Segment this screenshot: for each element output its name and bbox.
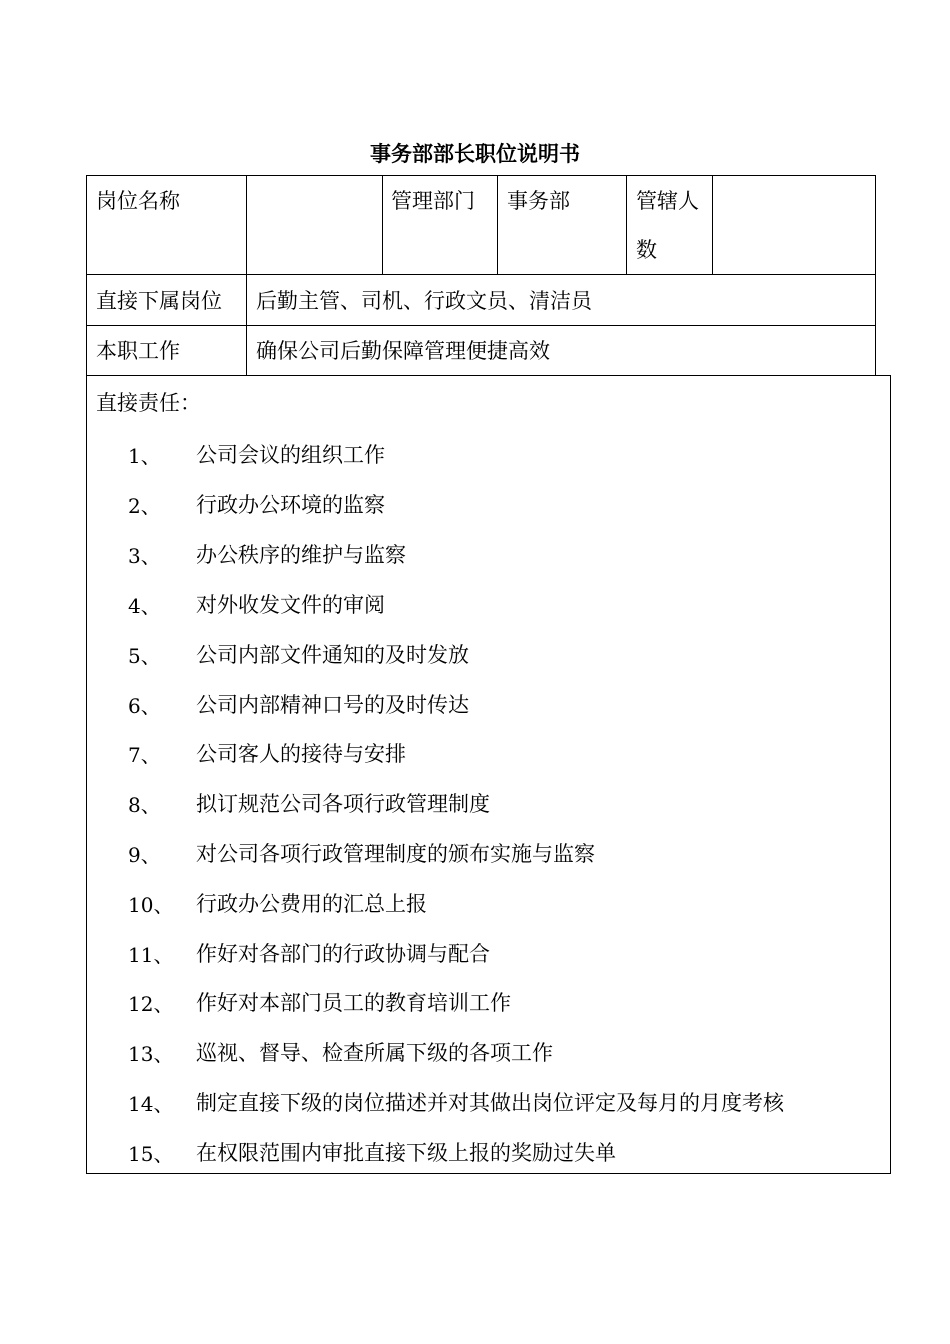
list-item-number: 14、 (128, 1092, 174, 1116)
list-item-text: 公司客人的接待与安排 (196, 742, 406, 766)
list-item-number: 12、 (128, 992, 174, 1016)
table-col-divider (382, 175, 383, 275)
list-item-number: 5、 (128, 644, 161, 668)
core-job-value: 确保公司后勤保障管理便捷高效 (256, 339, 550, 363)
list-item-text: 作好对本部门员工的教育培训工作 (196, 991, 511, 1015)
list-item-text: 对外收发文件的审阅 (196, 593, 385, 617)
position-name-label: 岗位名称 (96, 189, 180, 213)
table-col-divider (246, 175, 247, 376)
list-item-text: 行政办公环境的监察 (196, 493, 385, 517)
subordinates-value: 后勤主管、司机、行政文员、清洁员 (256, 289, 592, 313)
list-item-text: 作好对各部门的行政协调与配合 (196, 942, 490, 966)
list-item-number: 10、 (128, 893, 174, 917)
page-title: 事务部部长职位说明书 (370, 141, 580, 166)
list-item-text: 对公司各项行政管理制度的颁布实施与监察 (196, 842, 595, 866)
list-item-text: 公司会议的组织工作 (196, 443, 385, 467)
list-item-number: 15、 (128, 1142, 174, 1166)
responsibilities-heading: 直接责任： (96, 391, 201, 415)
list-item-number: 7、 (128, 743, 161, 767)
core-job-label: 本职工作 (96, 339, 180, 363)
table-col-divider (497, 175, 498, 275)
list-item-number: 6、 (128, 694, 161, 718)
list-item-number: 3、 (128, 544, 161, 568)
list-item-number: 8、 (128, 793, 161, 817)
list-item-number: 2、 (128, 494, 161, 518)
dept-value: 事务部 (507, 189, 570, 213)
list-item-text: 公司内部精神口号的及时传达 (196, 693, 469, 717)
list-item-number: 11、 (128, 943, 174, 967)
headcount-label-line1: 管辖人 (636, 189, 699, 213)
headcount-label-line2: 数 (636, 238, 657, 262)
table-col-divider (712, 175, 713, 275)
list-item-text: 拟订规范公司各项行政管理制度 (196, 792, 490, 816)
list-item-text: 在权限范围内审批直接下级上报的奖励过失单 (196, 1141, 616, 1165)
table-row-divider (86, 274, 876, 275)
list-item-number: 1、 (128, 444, 161, 468)
dept-label: 管理部门 (391, 189, 475, 213)
subordinates-label: 直接下属岗位 (96, 289, 222, 313)
list-item-text: 办公秩序的维护与监察 (196, 543, 406, 567)
list-item-text: 制定直接下级的岗位描述并对其做出岗位评定及每月的月度考核 (196, 1091, 784, 1115)
list-item-number: 9、 (128, 843, 161, 867)
list-item-text: 公司内部文件通知的及时发放 (196, 643, 469, 667)
table-col-divider (626, 175, 627, 275)
list-item-text: 行政办公费用的汇总上报 (196, 892, 427, 916)
list-item-number: 13、 (128, 1042, 174, 1066)
list-item-text: 巡视、督导、检查所属下级的各项工作 (196, 1041, 553, 1065)
list-item-number: 4、 (128, 594, 161, 618)
